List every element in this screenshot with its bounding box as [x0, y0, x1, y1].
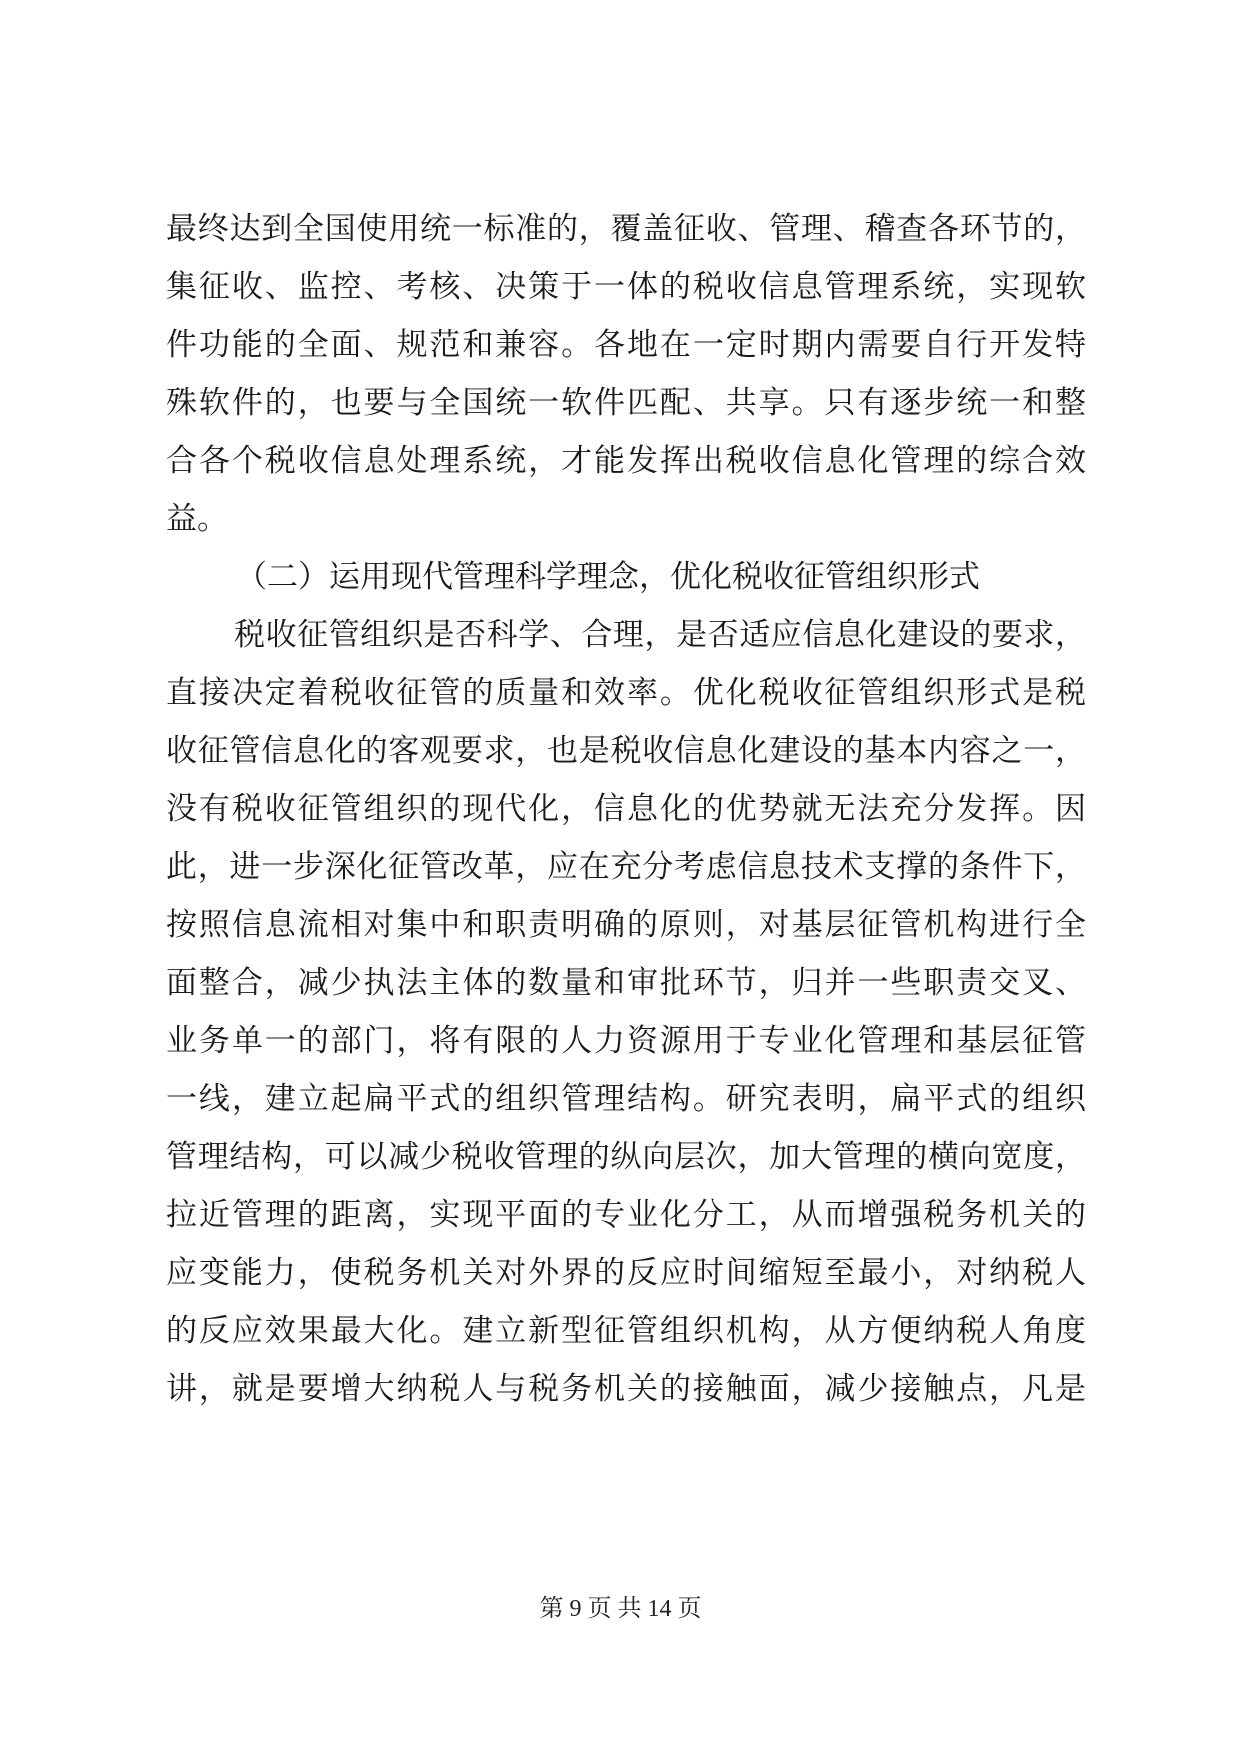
text-line: 税收征管组织是否科学、合理，是否适应信息化建设的要求， [234, 617, 1086, 653]
text-line: 业务单一的部门，将有限的人力资源用于专业化管理和基层征管 [166, 1023, 1086, 1059]
text-line: 面整合，减少执法主体的数量和审批环节，归并一些职责交叉、 [166, 965, 1086, 1001]
text-line: 一线，建立起扁平式的组织管理结构。研究表明，扁平式的组织 [166, 1081, 1086, 1117]
text-line: 合各个税收信息处理系统，才能发挥出税收信息化管理的综合效 [166, 443, 1086, 479]
document-body [166, 200, 1086, 1418]
section-heading: （二）运用现代管理科学理念，优化税收征管组织形式 [236, 559, 980, 595]
text-line: 益。 [166, 501, 228, 537]
text-line: 按照信息流相对集中和职责明确的原则，对基层征管机构进行全 [166, 907, 1086, 943]
text-line: 的反应效果最大化。建立新型征管组织机构，从方便纳税人角度 [166, 1313, 1086, 1349]
text-line: 集征收、监控、考核、决策于一体的税收信息管理系统，实现软 [166, 269, 1086, 305]
text-line: 拉近管理的距离，实现平面的专业化分工，从而增强税务机关的 [166, 1197, 1086, 1233]
text-line: 管理结构，可以减少税收管理的纵向层次，加大管理的横向宽度， [166, 1139, 1086, 1175]
text-line: 应变能力，使税务机关对外界的反应时间缩短至最小，对纳税人 [166, 1255, 1086, 1291]
text-line: 件功能的全面、规范和兼容。各地在一定时期内需要自行开发特 [166, 327, 1086, 363]
text-line: 收征管信息化的客观要求，也是税收信息化建设的基本内容之一， [166, 733, 1086, 769]
page-number-footer: 第 9 页 共 14 页 [539, 1596, 702, 1622]
text-line: 最终达到全国使用统一标准的，覆盖征收、管理、稽查各环节的， [166, 211, 1086, 247]
text-line: 没有税收征管组织的现代化，信息化的优势就无法充分发挥。因 [166, 791, 1086, 827]
text-line: 直接决定着税收征管的质量和效率。优化税收征管组织形式是税 [166, 675, 1086, 711]
text-line: 殊软件的，也要与全国统一软件匹配、共享。只有逐步统一和整 [166, 385, 1086, 421]
text-line: 讲，就是要增大纳税人与税务机关的接触面，减少接触点，凡是 [166, 1371, 1086, 1407]
text-line: 此，进一步深化征管改革，应在充分考虑信息技术支撑的条件下， [166, 849, 1086, 885]
